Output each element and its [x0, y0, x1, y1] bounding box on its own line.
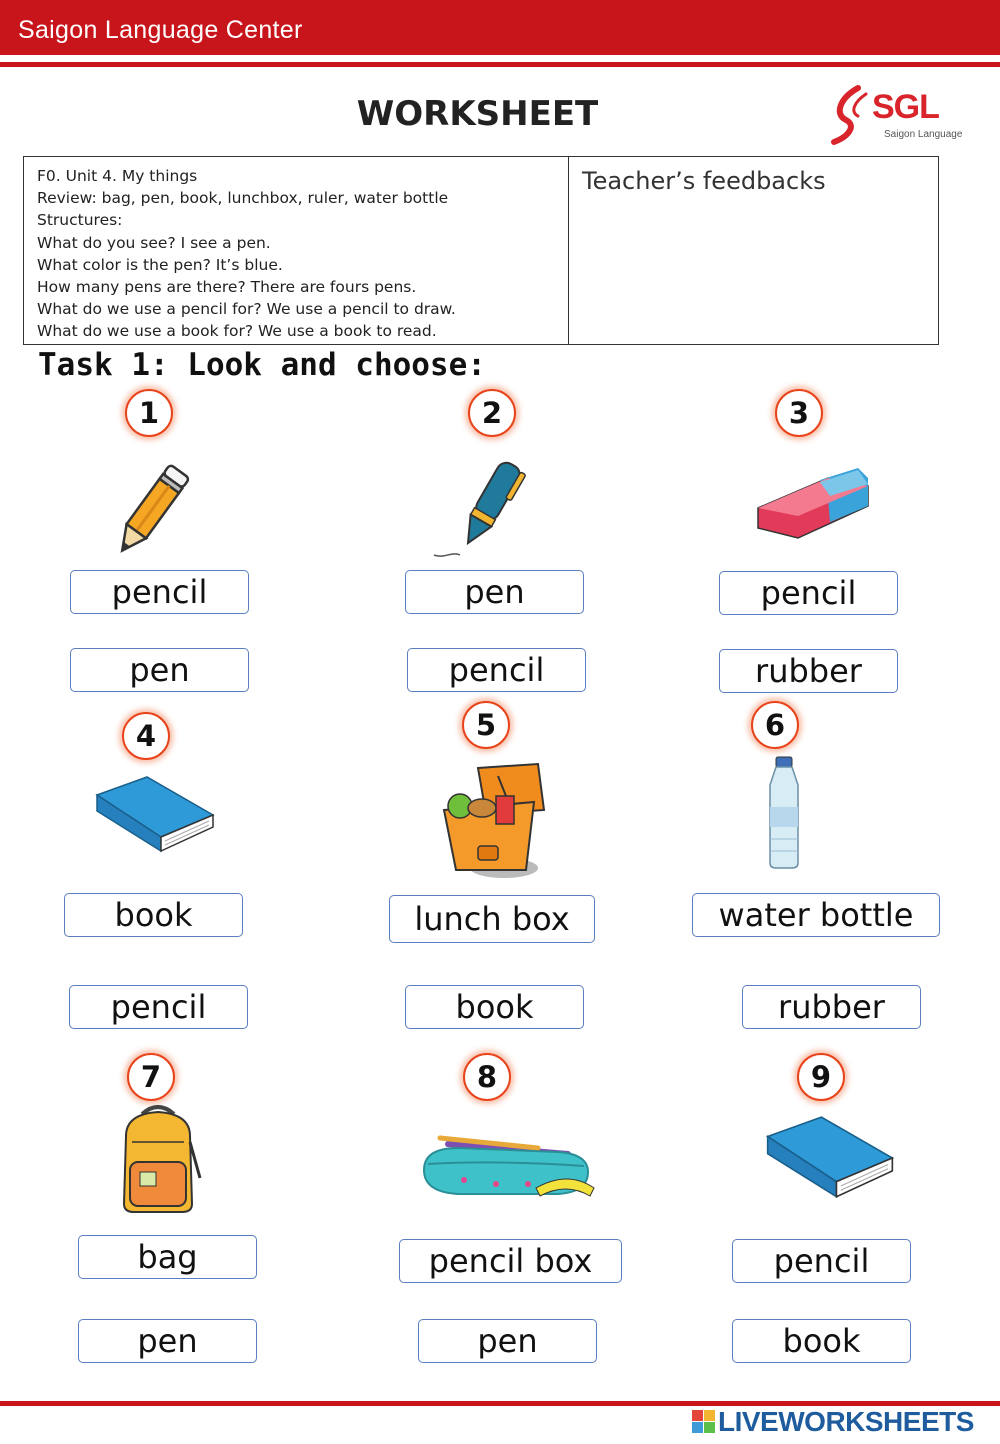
item-number-4: 4: [122, 712, 170, 760]
info-line: Structures:: [37, 211, 123, 230]
item-8-option-2[interactable]: pen: [418, 1319, 597, 1363]
item-1-option-1[interactable]: pencil: [70, 570, 249, 614]
item-8-option-1[interactable]: pencil box: [399, 1239, 622, 1283]
pen-icon: [430, 455, 530, 565]
liveworksheets-mark-icon: [692, 1410, 716, 1436]
item-5-option-1[interactable]: lunch box: [389, 895, 595, 943]
task-title: Task 1: Look and choose:: [38, 347, 486, 383]
item-5-option-2[interactable]: book: [405, 985, 584, 1029]
unit-info: [24, 157, 569, 344]
footer-brand: LIVEWORKSHEETS: [718, 1406, 974, 1437]
sgl-logo: [828, 84, 968, 146]
liveworksheets-logo: [692, 1406, 992, 1440]
header-bar: [0, 0, 1000, 55]
item-number-6: 6: [751, 701, 799, 749]
item-4-option-2[interactable]: pencil: [69, 985, 248, 1029]
pencil-icon: [105, 458, 197, 564]
item-number-2: 2: [468, 389, 516, 437]
lunchbox-icon: [438, 758, 550, 880]
page-title: WORKSHEET: [356, 94, 599, 134]
item-number-8: 8: [463, 1053, 511, 1101]
unit-info-table: [23, 156, 939, 345]
eraser-icon: [750, 468, 875, 550]
backpack-icon: [112, 1102, 204, 1214]
water-bottle-icon: [762, 755, 806, 870]
book-icon: [765, 1115, 895, 1201]
item-1-option-2[interactable]: pen: [70, 648, 249, 692]
item-number-1: 1: [125, 389, 173, 437]
item-6-option-1[interactable]: water bottle: [692, 893, 940, 937]
item-9-option-1[interactable]: pencil: [732, 1239, 911, 1283]
item-number-9: 9: [797, 1053, 845, 1101]
item-7-option-1[interactable]: bag: [78, 1235, 257, 1279]
info-line: What do we use a pencil for? We use a pencil to draw.: [37, 300, 456, 319]
item-9-option-2[interactable]: book: [732, 1319, 911, 1363]
info-line: What do we use a book for? We use a book to read.: [37, 322, 437, 341]
info-line: What color is the pen? It’s blue.: [37, 255, 283, 274]
org-name: Saigon Language Center: [18, 16, 303, 44]
info-line: What do you see? I see a pen.: [37, 233, 271, 252]
teacher-feedback-label: Teacher’s feedbacks: [582, 167, 826, 195]
info-line: F0. Unit 4. My things: [37, 167, 198, 185]
item-2-option-1[interactable]: pen: [405, 570, 584, 614]
item-number-7: 7: [127, 1053, 175, 1101]
item-3-option-2[interactable]: rubber: [719, 649, 898, 693]
item-4-option-1[interactable]: book: [64, 893, 243, 937]
item-3-option-1[interactable]: pencil: [719, 571, 898, 615]
item-6-option-2[interactable]: rubber: [742, 985, 921, 1029]
item-number-5: 5: [462, 701, 510, 749]
book-icon: [95, 775, 215, 855]
pencil-case-icon: [418, 1130, 598, 1204]
item-2-option-2[interactable]: pencil: [407, 648, 586, 692]
header-divider: [0, 62, 1000, 67]
info-line: How many pens are there? There are fours pens.: [37, 278, 417, 297]
logo-subtitle: Saigon Language: [884, 129, 963, 140]
item-number-3: 3: [775, 389, 823, 437]
item-7-option-2[interactable]: pen: [78, 1319, 257, 1363]
logo-brand: SGL: [872, 88, 939, 126]
info-line: Review: bag, pen, book, lunchbox, ruler, water bottle: [37, 189, 449, 208]
